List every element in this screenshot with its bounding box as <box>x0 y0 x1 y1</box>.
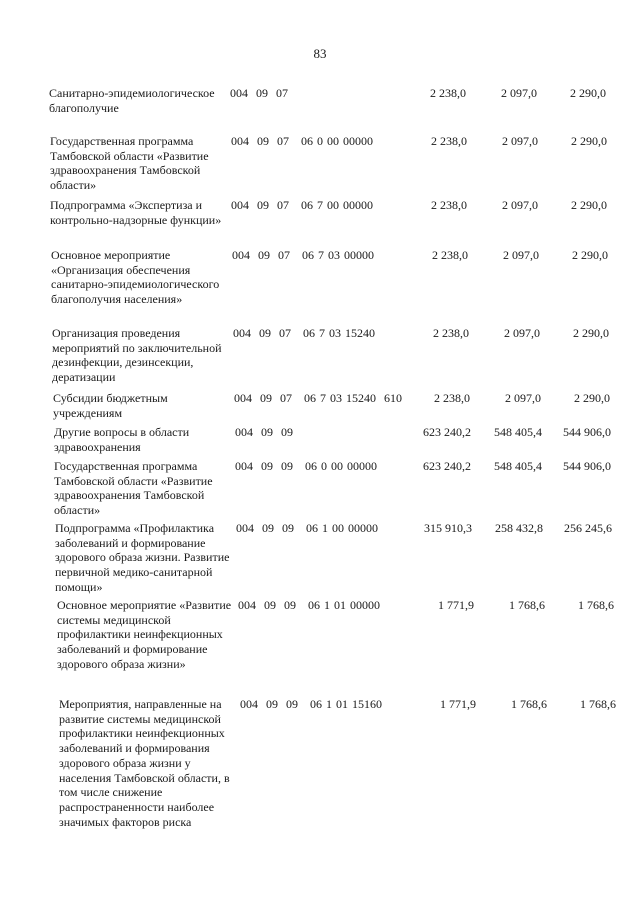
row-value-1: 2 238,0 <box>431 198 467 212</box>
row-value-3: 2 290,0 <box>571 134 607 148</box>
row-value-1: 2 238,0 <box>430 86 466 100</box>
row-name: Подпрограмма «Профилактика заболеваний и формирование здорового образа жизни. Развитие первичной медико-санитарной помощи» <box>55 521 230 594</box>
row-value-3: 544 906,0 <box>563 459 611 473</box>
row-value-2: 2 097,0 <box>505 391 541 405</box>
row-value-2: 548 405,4 <box>494 425 542 439</box>
row-name: Подпрограмма «Экспертиза и контрольно-надзорные функции» <box>50 198 222 227</box>
row-value-2: 258 432,8 <box>495 521 543 535</box>
row-code: 004 09 07 06 7 00 00000 <box>231 198 373 212</box>
row-name: Субсидии бюджетным учреждениям <box>53 391 168 420</box>
row-name: Государственная программа Тамбовской области «Развитие здравоохранения Тамбовской области» <box>54 459 213 518</box>
row-value-1: 2 238,0 <box>434 391 470 405</box>
row-name: Основное мероприятие «Организация обеспечения санитарно-эпидемиологического благополучия населения» <box>51 248 220 307</box>
row-code: 004 09 09 06 1 01 15160 <box>240 697 382 711</box>
row-value-3: 2 290,0 <box>570 86 606 100</box>
row-value-3: 544 906,0 <box>563 425 611 439</box>
row-name: Государственная программа Тамбовской области «Развитие здравоохранения Тамбовской области» <box>50 134 209 193</box>
row-value-2: 2 097,0 <box>504 326 540 340</box>
row-code: 004 09 09 06 1 01 00000 <box>238 598 380 612</box>
row-value-2: 2 097,0 <box>502 198 538 212</box>
row-value-3: 2 290,0 <box>574 391 610 405</box>
row-name: Мероприятия, направленные на развитие системы медицинской профилактики неинфекционных заболеваний и формирования здорового образа жизни у населения Тамбовской области, в том числе снижение распространенности наиболее значимых факторов риска <box>59 697 230 829</box>
row-value-1: 1 771,9 <box>438 598 474 612</box>
row-name: Организация проведения мероприятий по заключительной дезинфекции, дезинсекции, дератизации <box>52 326 222 385</box>
row-value-3: 1 768,6 <box>580 697 616 711</box>
row-code: 004 09 09 06 1 00 00000 <box>236 521 378 535</box>
row-value-2: 1 768,6 <box>509 598 545 612</box>
row-value-1: 1 771,9 <box>440 697 476 711</box>
page-number: 83 <box>313 46 327 61</box>
row-value-2: 2 097,0 <box>503 248 539 262</box>
row-name: Санитарно-эпидемиологическое благополучие <box>49 86 215 115</box>
row-code: 004 09 07 06 0 00 00000 <box>231 134 373 148</box>
row-code: 004 09 09 <box>235 425 293 439</box>
row-code: 004 09 07 06 7 03 15240 <box>233 326 375 340</box>
row-value-1: 623 240,2 <box>423 425 471 439</box>
row-value-1: 2 238,0 <box>432 248 468 262</box>
row-code: 004 09 07 <box>230 86 288 100</box>
row-value-3: 2 290,0 <box>573 326 609 340</box>
row-value-3: 1 768,6 <box>578 598 614 612</box>
row-value-2: 2 097,0 <box>501 86 537 100</box>
row-value-3: 256 245,6 <box>564 521 612 535</box>
row-value-3: 2 290,0 <box>571 198 607 212</box>
row-value-2: 548 405,4 <box>494 459 542 473</box>
row-name: Основное мероприятие «Развитие системы медицинской профилактики неинфекционных заболеваний и формирование здорового образа жизни» <box>57 598 232 671</box>
row-value-3: 2 290,0 <box>572 248 608 262</box>
row-value-2: 1 768,6 <box>511 697 547 711</box>
row-name: Другие вопросы в области здравоохранения <box>54 425 190 454</box>
row-code: 004 09 07 06 7 03 15240 610 <box>234 391 402 405</box>
row-value-2: 2 097,0 <box>502 134 538 148</box>
row-code: 004 09 07 06 7 03 00000 <box>232 248 374 262</box>
row-value-1: 623 240,2 <box>423 459 471 473</box>
row-code: 004 09 09 06 0 00 00000 <box>235 459 377 473</box>
row-value-1: 2 238,0 <box>431 134 467 148</box>
row-value-1: 315 910,3 <box>424 521 472 535</box>
row-value-1: 2 238,0 <box>433 326 469 340</box>
